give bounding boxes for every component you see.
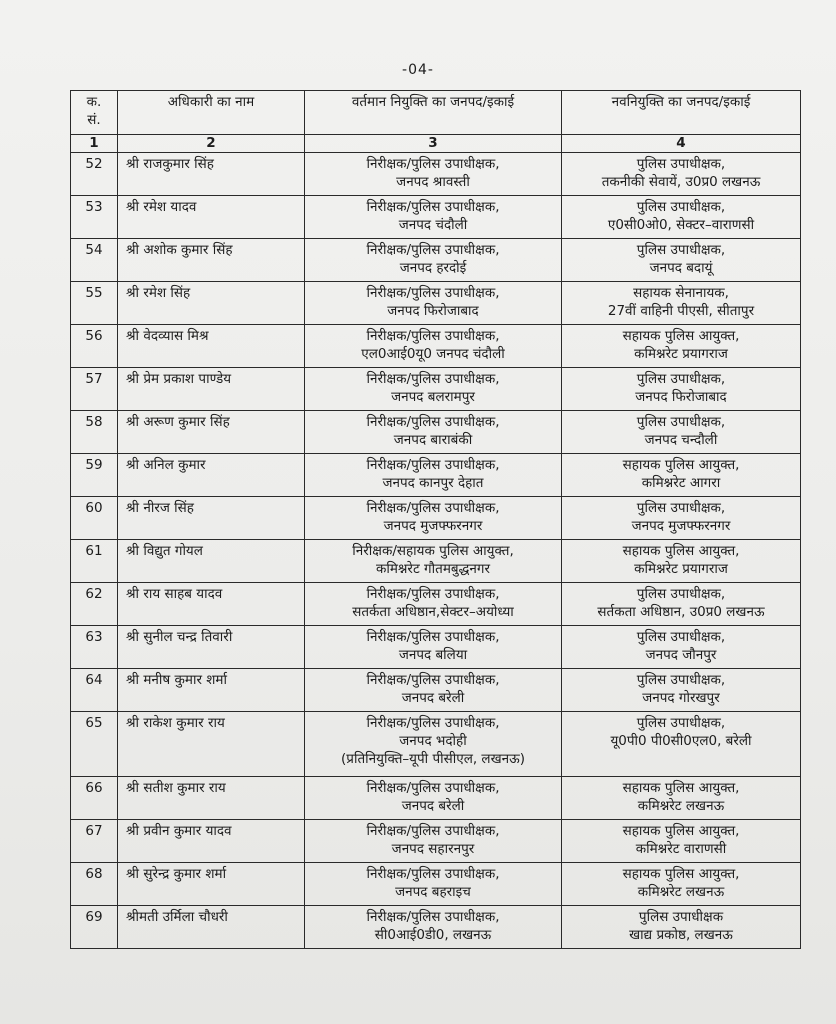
current-posting-line: निरीक्षक/पुलिस उपाधीक्षक, [366, 242, 500, 258]
column-number: 2 [118, 135, 305, 153]
serial-number: 61 [71, 540, 118, 583]
header-current-posting: वर्तमान नियुक्ति का जनपद/इकाई [305, 91, 562, 135]
current-posting-line: जनपद हरदोई [399, 260, 467, 276]
new-posting-line: पुलिस उपाधीक्षक, [636, 672, 726, 688]
current-posting-line: निरीक्षक/पुलिस उपाधीक्षक, [366, 457, 500, 473]
column-number: 1 [71, 135, 118, 153]
new-posting-line: सर्तकता अधिष्ठान, उ0प्र0 लखनऊ [597, 604, 765, 620]
officer-name: श्री राजकुमार सिंह [118, 153, 305, 196]
new-posting-line: पुलिस उपाधीक्षक, [636, 371, 726, 387]
current-posting-line: जनपद बलरामपुर [391, 389, 475, 405]
serial-number: 55 [71, 282, 118, 325]
serial-number: 57 [71, 368, 118, 411]
new-posting-line: तकनीकी सेवायें, उ0प्र0 लखनऊ [601, 174, 761, 190]
officer-name: श्री सतीश कुमार राय [118, 777, 305, 820]
current-posting [305, 497, 562, 540]
new-posting-line: जनपद मुजफ्फरनगर [631, 518, 731, 534]
page-number: -04- [402, 62, 434, 78]
current-posting [305, 282, 562, 325]
current-posting [305, 820, 562, 863]
column-number: 3 [305, 135, 562, 153]
serial-number: 63 [71, 626, 118, 669]
current-posting [305, 669, 562, 712]
current-posting [305, 153, 562, 196]
new-posting [562, 454, 801, 497]
new-posting [562, 411, 801, 454]
current-posting [305, 368, 562, 411]
new-posting-line: पुलिस उपाधीक्षक [638, 909, 724, 925]
current-posting-line: निरीक्षक/पुलिस उपाधीक्षक, [366, 823, 500, 839]
new-posting-line: पुलिस उपाधीक्षक, [636, 500, 726, 516]
current-posting [305, 325, 562, 368]
current-posting-line: जनपद भदोही [399, 733, 467, 749]
serial-number: 67 [71, 820, 118, 863]
new-posting [562, 863, 801, 906]
table-row [71, 239, 801, 282]
serial-number: 60 [71, 497, 118, 540]
officer-name: श्रीमती उर्मिला चौधरी [118, 906, 305, 949]
header-sno-line2: सं. [87, 112, 101, 128]
table-row [71, 777, 801, 820]
current-posting-line: जनपद मुजफ्फरनगर [383, 518, 483, 534]
current-posting-line: निरीक्षक/पुलिस उपाधीक्षक, [366, 328, 500, 344]
new-posting [562, 626, 801, 669]
current-posting-line: सी0आई0डी0, लखनऊ [374, 927, 492, 943]
serial-number: 53 [71, 196, 118, 239]
new-posting-line: जनपद जौनपुर [645, 647, 717, 663]
current-posting-line: जनपद चंदौली [398, 217, 468, 233]
new-posting-line: सहायक पुलिस आयुक्त, [622, 823, 740, 839]
header-new-posting: नवनियुक्ति का जनपद/इकाई [562, 91, 801, 135]
new-posting-line: कमिश्नरेट लखनऊ [637, 798, 725, 814]
new-posting-line: जनपद गोरखपुर [642, 690, 720, 706]
current-posting-line: निरीक्षक/पुलिस उपाधीक्षक, [366, 586, 500, 602]
table-row [71, 325, 801, 368]
header-sno-line1: क. [86, 94, 102, 110]
current-posting [305, 196, 562, 239]
officer-name: श्री रमेश सिंह [118, 282, 305, 325]
current-posting-line: निरीक्षक/पुलिस उपाधीक्षक, [366, 780, 500, 796]
current-posting-line: जनपद बरेली [401, 798, 465, 814]
new-posting-line: पुलिस उपाधीक्षक, [636, 629, 726, 645]
officer-name: श्री राय साहब यादव [118, 583, 305, 626]
new-posting [562, 540, 801, 583]
current-posting [305, 239, 562, 282]
officer-name: श्री सुरेन्द्र कुमार शर्मा [118, 863, 305, 906]
current-posting-line: जनपद बलिया [398, 647, 468, 663]
current-posting [305, 626, 562, 669]
column-number: 4 [562, 135, 801, 153]
current-posting-line: जनपद बहराइच [395, 884, 471, 900]
new-posting-line: खाद्य प्रकोष्ठ, लखनऊ [629, 927, 733, 943]
current-posting [305, 712, 562, 777]
new-posting-line: सहायक पुलिस आयुक्त, [622, 866, 740, 882]
new-posting [562, 282, 801, 325]
current-posting-line: निरीक्षक/पुलिस उपाधीक्षक, [366, 866, 500, 882]
serial-number: 59 [71, 454, 118, 497]
new-posting-line: पुलिस उपाधीक्षक, [636, 414, 726, 430]
table-row [71, 583, 801, 626]
current-posting [305, 583, 562, 626]
current-posting-line: निरीक्षक/पुलिस उपाधीक्षक, [366, 199, 500, 215]
officer-name: श्री विद्युत गोयल [118, 540, 305, 583]
officer-name: श्री प्रवीन कुमार यादव [118, 820, 305, 863]
current-posting [305, 863, 562, 906]
new-posting-line: पुलिस उपाधीक्षक, [636, 715, 726, 731]
current-posting-line: जनपद बाराबंकी [393, 432, 473, 448]
table-row [71, 820, 801, 863]
current-posting-line: जनपद बरेली [401, 690, 465, 706]
serial-number: 54 [71, 239, 118, 282]
serial-number: 68 [71, 863, 118, 906]
serial-number: 64 [71, 669, 118, 712]
new-posting [562, 712, 801, 777]
current-posting-line: जनपद कानपुर देहात [382, 475, 484, 491]
new-posting-line: सहायक पुलिस आयुक्त, [622, 328, 740, 344]
table-body [71, 153, 801, 949]
current-posting-line: जनपद सहारनपुर [391, 841, 475, 857]
officer-name: श्री अशोक कुमार सिंह [118, 239, 305, 282]
table-row [71, 497, 801, 540]
serial-number: 62 [71, 583, 118, 626]
new-posting-line: जनपद फिरोजाबाद [635, 389, 727, 405]
current-posting-line: जनपद फिरोजाबाद [387, 303, 479, 319]
current-posting-line: निरीक्षक/पुलिस उपाधीक्षक, [366, 629, 500, 645]
new-posting-line: जनपद बदायूं [649, 260, 713, 276]
current-posting-line: निरीक्षक/पुलिस उपाधीक्षक, [366, 500, 500, 516]
current-posting [305, 454, 562, 497]
table-header-row [71, 91, 801, 135]
serial-number: 52 [71, 153, 118, 196]
new-posting-line: सहायक पुलिस आयुक्त, [622, 543, 740, 559]
new-posting-line: पुलिस उपाधीक्षक, [636, 586, 726, 602]
current-posting-line: सतर्कता अधिष्ठान,सेक्टर–अयोध्या [352, 604, 514, 620]
table-row [71, 906, 801, 949]
officer-name: श्री वेदव्यास मिश्र [118, 325, 305, 368]
new-posting [562, 325, 801, 368]
current-posting-line: निरीक्षक/सहायक पुलिस आयुक्त, [352, 543, 514, 559]
new-posting [562, 196, 801, 239]
serial-number: 66 [71, 777, 118, 820]
current-posting-line: एल0आई0यू0 जनपद चंदौली [361, 346, 505, 362]
table-row [71, 540, 801, 583]
new-posting-line: सहायक पुलिस आयुक्त, [622, 780, 740, 796]
current-posting [305, 411, 562, 454]
current-posting-line: निरीक्षक/पुलिस उपाधीक्षक, [366, 285, 500, 301]
new-posting [562, 820, 801, 863]
new-posting-line: कमिश्नरेट आगरा [641, 475, 721, 491]
officer-name: श्री अरूण कुमार सिंह [118, 411, 305, 454]
transfer-table [70, 90, 801, 949]
serial-number: 58 [71, 411, 118, 454]
new-posting-line: सहायक पुलिस आयुक्त, [622, 457, 740, 473]
new-posting-line: ए0सी0ओ0, सेक्टर–वाराणसी [607, 217, 755, 233]
new-posting-line: 27वीं वाहिनी पीएसी, सीतापुर [607, 303, 755, 319]
officer-name: श्री रमेश यादव [118, 196, 305, 239]
officer-name: श्री मनीष कुमार शर्मा [118, 669, 305, 712]
new-posting [562, 777, 801, 820]
table-row [71, 368, 801, 411]
serial-number: 69 [71, 906, 118, 949]
current-posting [305, 777, 562, 820]
serial-number: 65 [71, 712, 118, 777]
table-row [71, 863, 801, 906]
current-posting-line: निरीक्षक/पुलिस उपाधीक्षक, [366, 909, 500, 925]
new-posting-line: कमिश्नरेट वाराणसी [635, 841, 727, 857]
officer-name: श्री राकेश कुमार राय [118, 712, 305, 777]
table-row [71, 282, 801, 325]
new-posting [562, 583, 801, 626]
new-posting-line: सहायक सेनानायक, [633, 285, 729, 301]
table-row [71, 626, 801, 669]
officer-name: श्री सुनील चन्द्र तिवारी [118, 626, 305, 669]
current-posting-line: जनपद श्रावस्ती [396, 174, 470, 190]
new-posting-line: यू0पी0 पी0सी0एल0, बरेली [610, 733, 752, 749]
column-number-row [71, 135, 801, 153]
new-posting-line: कमिश्नरेट प्रयागराज [634, 561, 728, 577]
current-posting-line: निरीक्षक/पुलिस उपाधीक्षक, [366, 672, 500, 688]
new-posting [562, 906, 801, 949]
new-posting [562, 669, 801, 712]
officer-name: श्री नीरज सिंह [118, 497, 305, 540]
table-row [71, 712, 801, 777]
table-row [71, 153, 801, 196]
new-posting-line: पुलिस उपाधीक्षक, [636, 156, 726, 172]
new-posting [562, 153, 801, 196]
current-posting-line: निरीक्षक/पुलिस उपाधीक्षक, [366, 371, 500, 387]
table-row [71, 196, 801, 239]
current-posting-line: निरीक्षक/पुलिस उपाधीक्षक, [366, 156, 500, 172]
header-sno [71, 91, 118, 135]
new-posting [562, 497, 801, 540]
table-row [71, 669, 801, 712]
new-posting-line: पुलिस उपाधीक्षक, [636, 199, 726, 215]
serial-number: 56 [71, 325, 118, 368]
current-posting-line: निरीक्षक/पुलिस उपाधीक्षक, [366, 414, 500, 430]
officer-name: श्री अनिल कुमार [118, 454, 305, 497]
new-posting-line: पुलिस उपाधीक्षक, [636, 242, 726, 258]
header-name: अधिकारी का नाम [118, 91, 305, 135]
current-posting-line: कमिश्नरेट गौतमबुद्धनगर [375, 561, 491, 577]
table-row [71, 454, 801, 497]
current-posting-line: निरीक्षक/पुलिस उपाधीक्षक, [366, 715, 500, 731]
new-posting [562, 368, 801, 411]
current-posting-line: (प्रतिनियुक्ति–यूपी पीसीएल, लखनऊ) [341, 751, 525, 767]
new-posting-line: कमिश्नरेट लखनऊ [637, 884, 725, 900]
officer-name: श्री प्रेम प्रकाश पाण्डेय [118, 368, 305, 411]
current-posting [305, 540, 562, 583]
new-posting-line: जनपद चन्दौली [644, 432, 718, 448]
new-posting-line: कमिश्नरेट प्रयागराज [634, 346, 728, 362]
table-row [71, 411, 801, 454]
current-posting [305, 906, 562, 949]
new-posting [562, 239, 801, 282]
